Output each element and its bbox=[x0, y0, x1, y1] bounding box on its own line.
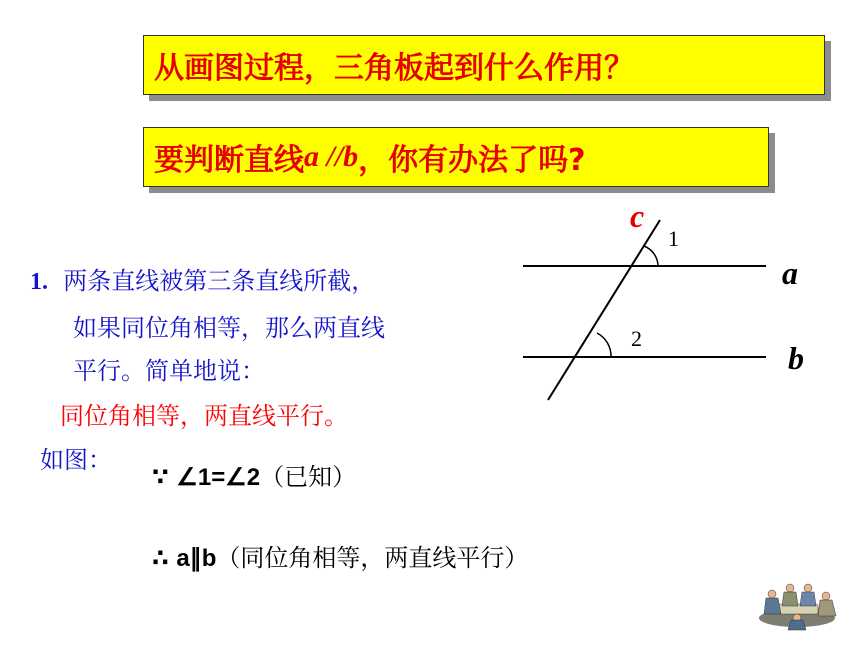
angle-2-arc bbox=[597, 333, 611, 357]
theorem-summary: 同位角相等，两直线平行。 bbox=[60, 402, 348, 430]
angle-2-label: 2 bbox=[631, 326, 642, 351]
given-reason: （已知） bbox=[260, 463, 357, 491]
parallel-notation: a //b bbox=[304, 140, 359, 173]
because-symbol: ∵ bbox=[152, 463, 169, 491]
question-1-text: 从画图过程，三角板起到什么作用？ bbox=[154, 51, 634, 86]
theorem-line-2: 如果同位角相等，那么两直线 bbox=[73, 314, 385, 342]
label-b: b bbox=[788, 340, 804, 376]
theorem-text-1: 两条直线被第三条直线所截， bbox=[63, 267, 376, 295]
given-expression: ∠1=∠2 bbox=[176, 464, 261, 491]
angle-1-arc bbox=[644, 246, 658, 266]
question-2-text-start: 要判断直线 bbox=[154, 143, 304, 178]
as-shown-label: 如图： bbox=[40, 446, 112, 474]
label-c: c bbox=[630, 198, 645, 234]
line-c bbox=[548, 220, 660, 400]
conclusion-expression: a∥b bbox=[176, 545, 217, 572]
label-a: a bbox=[782, 255, 798, 291]
therefore-symbol: ∴ bbox=[152, 544, 169, 572]
theorem-number: 1. bbox=[30, 269, 48, 295]
angle-1-label: 1 bbox=[668, 226, 679, 251]
question-2-text-end: ，你有办法了吗? bbox=[358, 143, 586, 178]
conclusion-reason: （同位角相等，两直线平行） bbox=[216, 544, 529, 572]
people-meeting-clipart-icon bbox=[759, 584, 836, 630]
theorem-line-3: 平行。简单地说： bbox=[73, 357, 265, 385]
